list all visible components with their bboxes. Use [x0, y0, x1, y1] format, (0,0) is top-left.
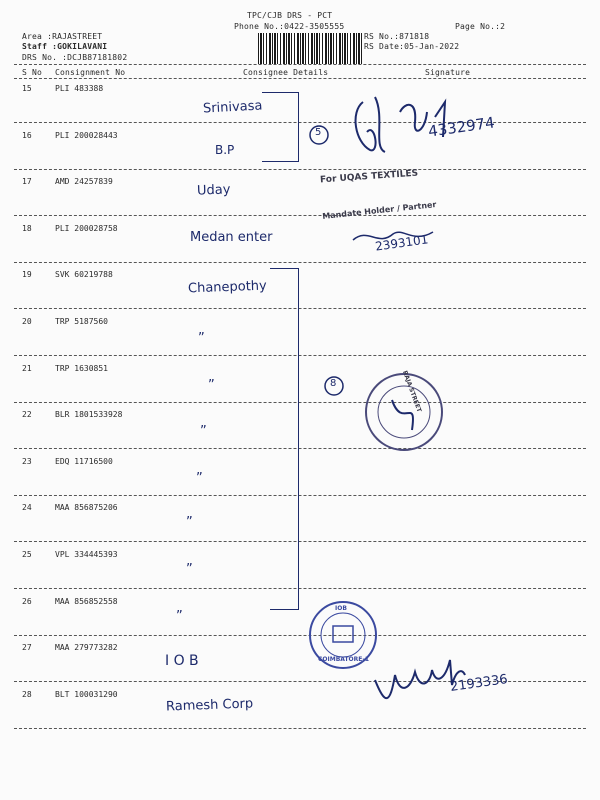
row-consignment-no: BLR 1801533928	[55, 410, 123, 420]
circled-number-5-text: 5	[315, 127, 322, 138]
row-consignee-handwritten: ”	[198, 331, 205, 346]
row-sno: 15	[22, 84, 32, 93]
row-consignee-handwritten: Chanepothy	[187, 279, 268, 297]
row-consignment-no: PLI 200028758	[55, 223, 118, 233]
rs-date: RS Date:05-Jan-2022	[364, 42, 460, 51]
handwritten-id-2: 2193336	[449, 672, 509, 695]
row-divider	[14, 448, 586, 449]
row-sno: 21	[22, 363, 32, 373]
row-sno: 26	[22, 596, 32, 606]
barcode	[258, 33, 362, 64]
page-number: Page No.:2	[455, 22, 506, 31]
area-label: Area :RAJASTREET	[22, 32, 103, 41]
row-consignment-no: MAA 856875206	[55, 503, 118, 513]
handwritten-phone: 4332974	[427, 113, 496, 141]
row-consignee-handwritten: ”	[176, 608, 183, 624]
row-consignment-no: SVK 60219788	[55, 270, 113, 280]
row-consignee-handwritten: Uday	[196, 182, 231, 199]
col-signature: Signature	[425, 68, 471, 77]
column-header-rule	[14, 78, 586, 79]
row-consignment-no: MAA 856852558	[55, 596, 118, 606]
row-consignee-handwritten: ”	[208, 377, 215, 393]
bracket-15-16	[262, 92, 299, 162]
row-sno: 28	[22, 689, 32, 699]
row-consignment-no: TRP 1630851	[55, 363, 108, 373]
row-divider	[14, 495, 586, 496]
row-divider	[14, 635, 586, 636]
row-sno: 16	[22, 130, 32, 140]
row-divider	[14, 215, 586, 216]
row-sno: 18	[22, 223, 32, 233]
round-stamp-1-text: RAJA STREET	[401, 369, 423, 414]
handwritten-id-1: 2393101	[374, 232, 430, 254]
row-consignee-handwritten: B.P	[215, 142, 235, 157]
row-consignment-no: EDQ 11716500	[55, 456, 113, 466]
row-consignment-no: MAA 279773282	[55, 643, 118, 653]
row-consignment-no: BLT 100031290	[55, 689, 118, 699]
header-rule	[14, 64, 586, 65]
round-stamp-2-top: IOB	[335, 605, 347, 612]
role-stamp-line: Mandate Holder / Partner	[321, 200, 437, 221]
row-sno: 17	[22, 177, 32, 187]
row-consignee-handwritten: Ramesh Corp	[165, 696, 254, 715]
row-consignee-handwritten: ”	[186, 515, 193, 531]
bracket-19-26	[270, 268, 299, 610]
row-divider	[14, 588, 586, 589]
row-divider	[14, 402, 586, 403]
phone-number: Phone No.:0422-3505555	[234, 22, 345, 31]
row-consignee-handwritten: Srinivasa	[202, 98, 263, 117]
row-sno: 19	[22, 270, 32, 280]
row-consignee-handwritten: ”	[186, 562, 193, 577]
rs-number: RS No.:871818	[364, 32, 430, 41]
circled-number-8-text: 8	[330, 378, 337, 389]
row-sno: 23	[22, 456, 32, 466]
row-sno: 27	[22, 643, 32, 653]
row-divider	[14, 728, 586, 729]
staff-label: Staff :GOKILAVANI	[22, 42, 108, 51]
company-stamp-line: For UQAS TEXTILES	[319, 168, 419, 186]
col-consignment: Consignment No	[55, 68, 126, 77]
row-divider	[14, 169, 586, 170]
col-sno: S No	[22, 68, 43, 77]
row-consignment-no: TRP 5187560	[55, 317, 108, 326]
row-consignment-no: PLI 200028443	[55, 130, 118, 140]
round-stamp-2-bottom: COIMBATORE-1	[318, 656, 370, 663]
row-sno: 22	[22, 410, 32, 420]
row-consignment-no: AMD 24257839	[55, 177, 113, 187]
row-consignee-handwritten: ”	[196, 470, 203, 486]
document-title: TPC/CJB DRS - PCT	[247, 11, 333, 20]
row-sno: 20	[22, 317, 32, 326]
row-divider	[14, 355, 586, 356]
drs-number: DRS No. :DCJB87181802	[22, 53, 128, 62]
col-consignee: Consignee Details	[243, 68, 329, 77]
row-divider	[14, 308, 586, 309]
row-consignment-no: VPL 334445393	[55, 550, 118, 559]
row-consignee-handwritten: Medan enter	[190, 229, 273, 245]
row-divider	[14, 541, 586, 542]
row-sno: 25	[22, 550, 32, 559]
row-sno: 24	[22, 503, 32, 513]
row-consignee-handwritten: I O B	[165, 653, 199, 670]
row-divider	[14, 262, 586, 263]
row-consignee-handwritten: ”	[200, 424, 207, 440]
row-consignment-no: PLI 483388	[55, 84, 104, 93]
